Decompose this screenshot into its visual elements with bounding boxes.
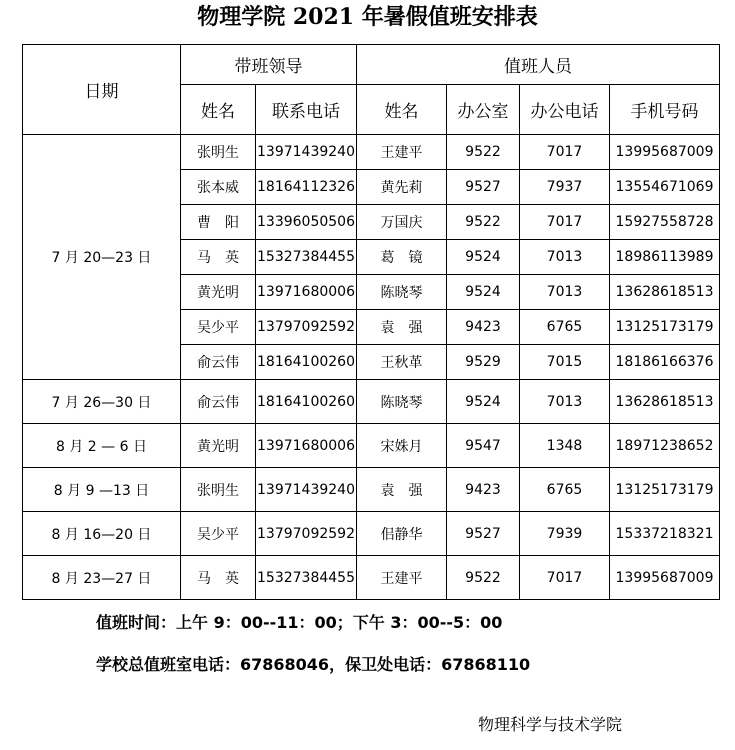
- leader-phone-cell: 15327384455: [256, 556, 357, 600]
- mobile-cell: 13995687009: [610, 135, 720, 170]
- leader-phone-cell: 13971680006: [256, 275, 357, 310]
- mobile-cell: 18986113989: [610, 240, 720, 275]
- staff-name-cell: 黄先莉: [357, 170, 447, 205]
- mobile-cell: 13628618513: [610, 380, 720, 424]
- leader-phone-cell: 13971680006: [256, 424, 357, 468]
- leader-phone-cell: 15327384455: [256, 240, 357, 275]
- staff-name-cell: 万国庆: [357, 205, 447, 240]
- leader-name-cell: 张本威: [181, 170, 256, 205]
- date-cell: 8 月 9 —13 日: [23, 468, 181, 512]
- leader-phone-cell: 13396050506: [256, 205, 357, 240]
- header-row-1: [23, 45, 720, 85]
- leader-name-cell: 曹 阳: [181, 205, 256, 240]
- mobile-cell: 13628618513: [610, 275, 720, 310]
- duty-schedule-table: [22, 44, 720, 600]
- office-cell: 9529: [447, 345, 520, 380]
- office-phone-cell: 7017: [520, 556, 610, 600]
- office-cell: 9522: [447, 135, 520, 170]
- office-cell: 9522: [447, 556, 520, 600]
- table-row: [23, 512, 720, 556]
- header-staff-group: 值班人员: [357, 45, 720, 85]
- office-phone-cell: 7017: [520, 205, 610, 240]
- staff-name-cell: 佀静华: [357, 512, 447, 556]
- leader-name-cell: 张明生: [181, 468, 256, 512]
- table-row: [23, 424, 720, 468]
- mobile-cell: 18186166376: [610, 345, 720, 380]
- table-row: [23, 135, 720, 170]
- office-cell: 9524: [447, 240, 520, 275]
- mobile-cell: 18971238652: [610, 424, 720, 468]
- mobile-cell: 15337218321: [610, 512, 720, 556]
- header-leader-phone: 联系电话: [256, 85, 357, 135]
- header-staff-name: 姓名: [357, 85, 447, 135]
- office-cell: 9524: [447, 275, 520, 310]
- office-phone-cell: 7013: [520, 380, 610, 424]
- office-phone-cell: 6765: [520, 468, 610, 512]
- staff-name-cell: 宋姝月: [357, 424, 447, 468]
- header-leader-name: 姓名: [181, 85, 256, 135]
- office-cell: 9423: [447, 468, 520, 512]
- header-leader-group: 带班领导: [181, 45, 357, 85]
- table-row: [23, 468, 720, 512]
- office-phone-cell: 7937: [520, 170, 610, 205]
- leader-phone-cell: 13971439240: [256, 468, 357, 512]
- mobile-cell: 13554671069: [610, 170, 720, 205]
- staff-name-cell: 陈晓琴: [357, 380, 447, 424]
- table-row: [23, 380, 720, 424]
- office-cell: 9547: [447, 424, 520, 468]
- page-title: 物理学院 2021 年暑假值班安排表: [197, 4, 538, 30]
- office-cell: 9522: [447, 205, 520, 240]
- mobile-cell: 13125173179: [610, 468, 720, 512]
- duty-time-note: 值班时间：上午 9：00--11：00；下午 3：00--5：00: [96, 613, 503, 632]
- staff-name-cell: 葛 镜: [357, 240, 447, 275]
- leader-name-cell: 张明生: [181, 135, 256, 170]
- office-cell: 9524: [447, 380, 520, 424]
- office-phone-cell: 1348: [520, 424, 610, 468]
- leader-phone-cell: 18164100260: [256, 380, 357, 424]
- header-mobile: 手机号码: [610, 85, 720, 135]
- leader-phone-cell: 18164112326: [256, 170, 357, 205]
- leader-name-cell: 吴少平: [181, 310, 256, 345]
- office-phone-cell: 7013: [520, 240, 610, 275]
- date-cell: 8 月 16—20 日: [23, 512, 181, 556]
- date-cell: 8 月 2 — 6 日: [23, 424, 181, 468]
- mobile-cell: 15927558728: [610, 205, 720, 240]
- staff-name-cell: 陈晓琴: [357, 275, 447, 310]
- office-phone-cell: 6765: [520, 310, 610, 345]
- leader-phone-cell: 13797092592: [256, 512, 357, 556]
- office-phone-cell: 7013: [520, 275, 610, 310]
- contact-note: 学校总值班室电话：67868046，保卫处电话：67868110: [96, 655, 531, 674]
- header-office: 办公室: [447, 85, 520, 135]
- office-cell: 9423: [447, 310, 520, 345]
- mobile-cell: 13995687009: [610, 556, 720, 600]
- staff-name-cell: 王建平: [357, 556, 447, 600]
- header-date: 日期: [23, 45, 181, 135]
- office-cell: 9527: [447, 512, 520, 556]
- mobile-cell: 13125173179: [610, 310, 720, 345]
- office-phone-cell: 7939: [520, 512, 610, 556]
- date-cell: 8 月 23—27 日: [23, 556, 181, 600]
- office-phone-cell: 7015: [520, 345, 610, 380]
- staff-name-cell: 王建平: [357, 135, 447, 170]
- leader-name-cell: 黄光明: [181, 424, 256, 468]
- table-row: [23, 556, 720, 600]
- date-cell: 7 月 20—23 日: [23, 135, 181, 380]
- office-phone-cell: 7017: [520, 135, 610, 170]
- date-cell: 7 月 26—30 日: [23, 380, 181, 424]
- leader-name-cell: 吴少平: [181, 512, 256, 556]
- header-office-phone: 办公电话: [520, 85, 610, 135]
- leader-phone-cell: 18164100260: [256, 345, 357, 380]
- staff-name-cell: 袁 强: [357, 310, 447, 345]
- leader-name-cell: 马 英: [181, 556, 256, 600]
- leader-name-cell: 马 英: [181, 240, 256, 275]
- leader-name-cell: 黄光明: [181, 275, 256, 310]
- staff-name-cell: 袁 强: [357, 468, 447, 512]
- leader-name-cell: 俞云伟: [181, 380, 256, 424]
- footer-institution: 物理科学与技术学院: [478, 715, 623, 734]
- leader-phone-cell: 13797092592: [256, 310, 357, 345]
- leader-phone-cell: 13971439240: [256, 135, 357, 170]
- staff-name-cell: 王秋革: [357, 345, 447, 380]
- office-cell: 9527: [447, 170, 520, 205]
- leader-name-cell: 俞云伟: [181, 345, 256, 380]
